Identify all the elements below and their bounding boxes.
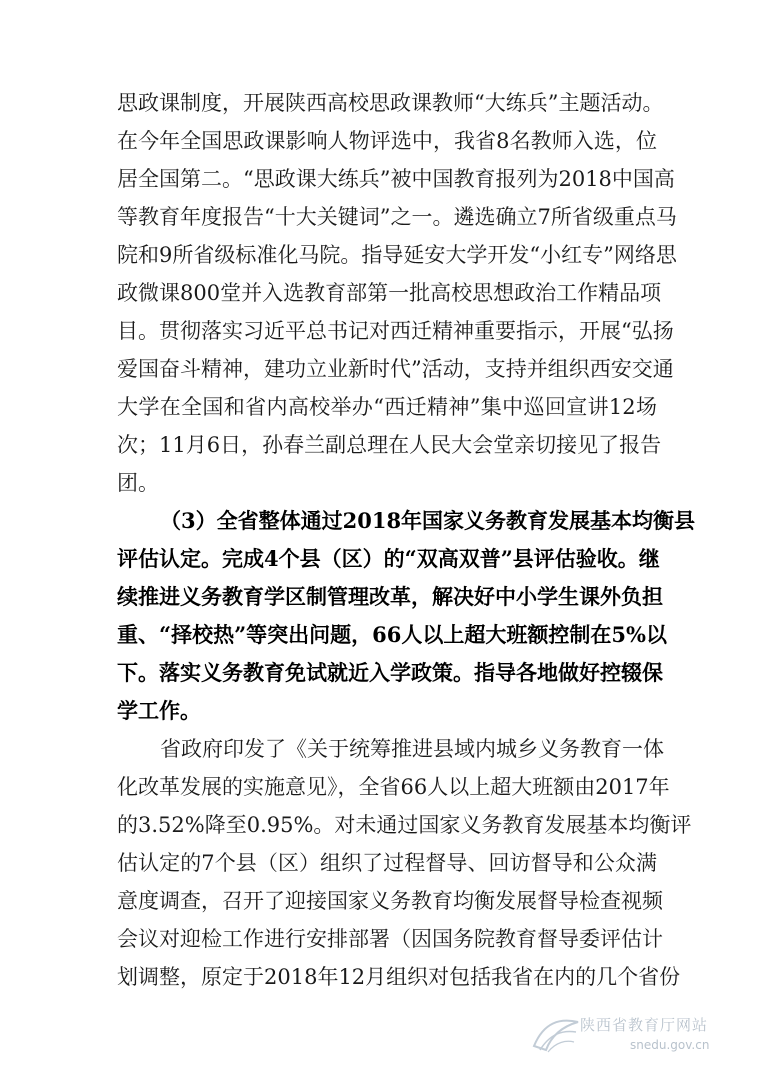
- paragraph1-line-3: 居全国第二。“思政课大练兵”被中国教育报列为2018中国高: [117, 167, 675, 191]
- paragraph3-line-6: 会议对迎检工作进行安排部署（因国务院教育督导委评估计: [117, 927, 663, 951]
- paragraph1-line-7: 目。贯彻落实习近平总书记对西迁精神重要指示，开展“弘扬: [117, 319, 674, 343]
- paragraph1-line-2: 在今年全国思政课影响人物评选中，我省8名教师入选，位: [117, 129, 657, 153]
- paragraph1-line-5: 院和9所省级标准化马院。指导延安大学开发“小红专”网络思: [117, 243, 677, 267]
- paragraph3-line-1: 省政府印发了《关于统筹推进县域内城乡义务教育一体: [160, 737, 664, 761]
- paragraph1-line-8: 爱国奋斗精神，建功立业新时代”活动，支持并组织西安交通: [117, 357, 674, 381]
- paragraph1-line-10: 次；11月6日，孙春兰副总理在人民大会堂亲切接见了报告: [117, 433, 662, 457]
- watermark-title: 陕西省教育厅网站: [580, 1016, 709, 1034]
- paragraph2-line-5: 下。落实义务教育免试就近入学政策。指导各地做好控辍保: [117, 660, 663, 685]
- paragraph2-line-6: 学工作。: [117, 698, 201, 723]
- paragraph2-line-3: 续推进义务教育学区制管理改革，解决好中小学生课外负担: [117, 584, 663, 609]
- paragraph1-line-6: 政微课800堂并入选教育部第一批高校思想政治工作精品项: [117, 281, 662, 305]
- site-watermark: [530, 1010, 745, 1062]
- paragraph1-line-1: 思政课制度，开展陕西高校思政课教师“大练兵”主题活动。: [117, 91, 664, 115]
- paragraph1-line-11: 团。: [117, 471, 159, 495]
- paragraph2-line-1: （3）全省整体通过2018年国家义务教育发展基本均衡县: [160, 508, 696, 533]
- paragraph2-line-2: 评估认定。完成4个县（区）的“双高双普”县评估验收。继: [117, 546, 660, 571]
- paragraph1-line-9: 大学在全国和省内高校举办“西迁精神”集中巡回宣讲12场: [117, 395, 657, 419]
- paragraph1-line-4: 等教育年度报告“十大关键词”之一。遴选确立7所省级重点马: [117, 205, 677, 229]
- paragraph3-line-5: 意度调查，召开了迎接国家义务教育均衡发展督导检查视频: [117, 889, 663, 913]
- paragraph3-line-2: 化改革发展的实施意见》，全省66人以上超大班额由2017年: [117, 775, 670, 799]
- ribbon-logo-icon: [530, 1012, 582, 1056]
- watermark-url: snedu.gov.cn: [630, 1038, 710, 1052]
- paragraph3-line-7: 划调整，原定于2018年12月组织对包括我省在内的几个省份: [117, 965, 681, 989]
- paragraph3-line-3: 的3.52%降至0.95%。对未通过国家义务教育发展基本均衡评: [117, 813, 692, 837]
- paragraph3-line-4: 估认定的7个县（区）组织了过程督导、回访督导和公众满: [117, 851, 657, 875]
- paragraph2-line-4: 重、“择校热”等突出问题，66人以上超大班额控制在5%以: [117, 622, 667, 647]
